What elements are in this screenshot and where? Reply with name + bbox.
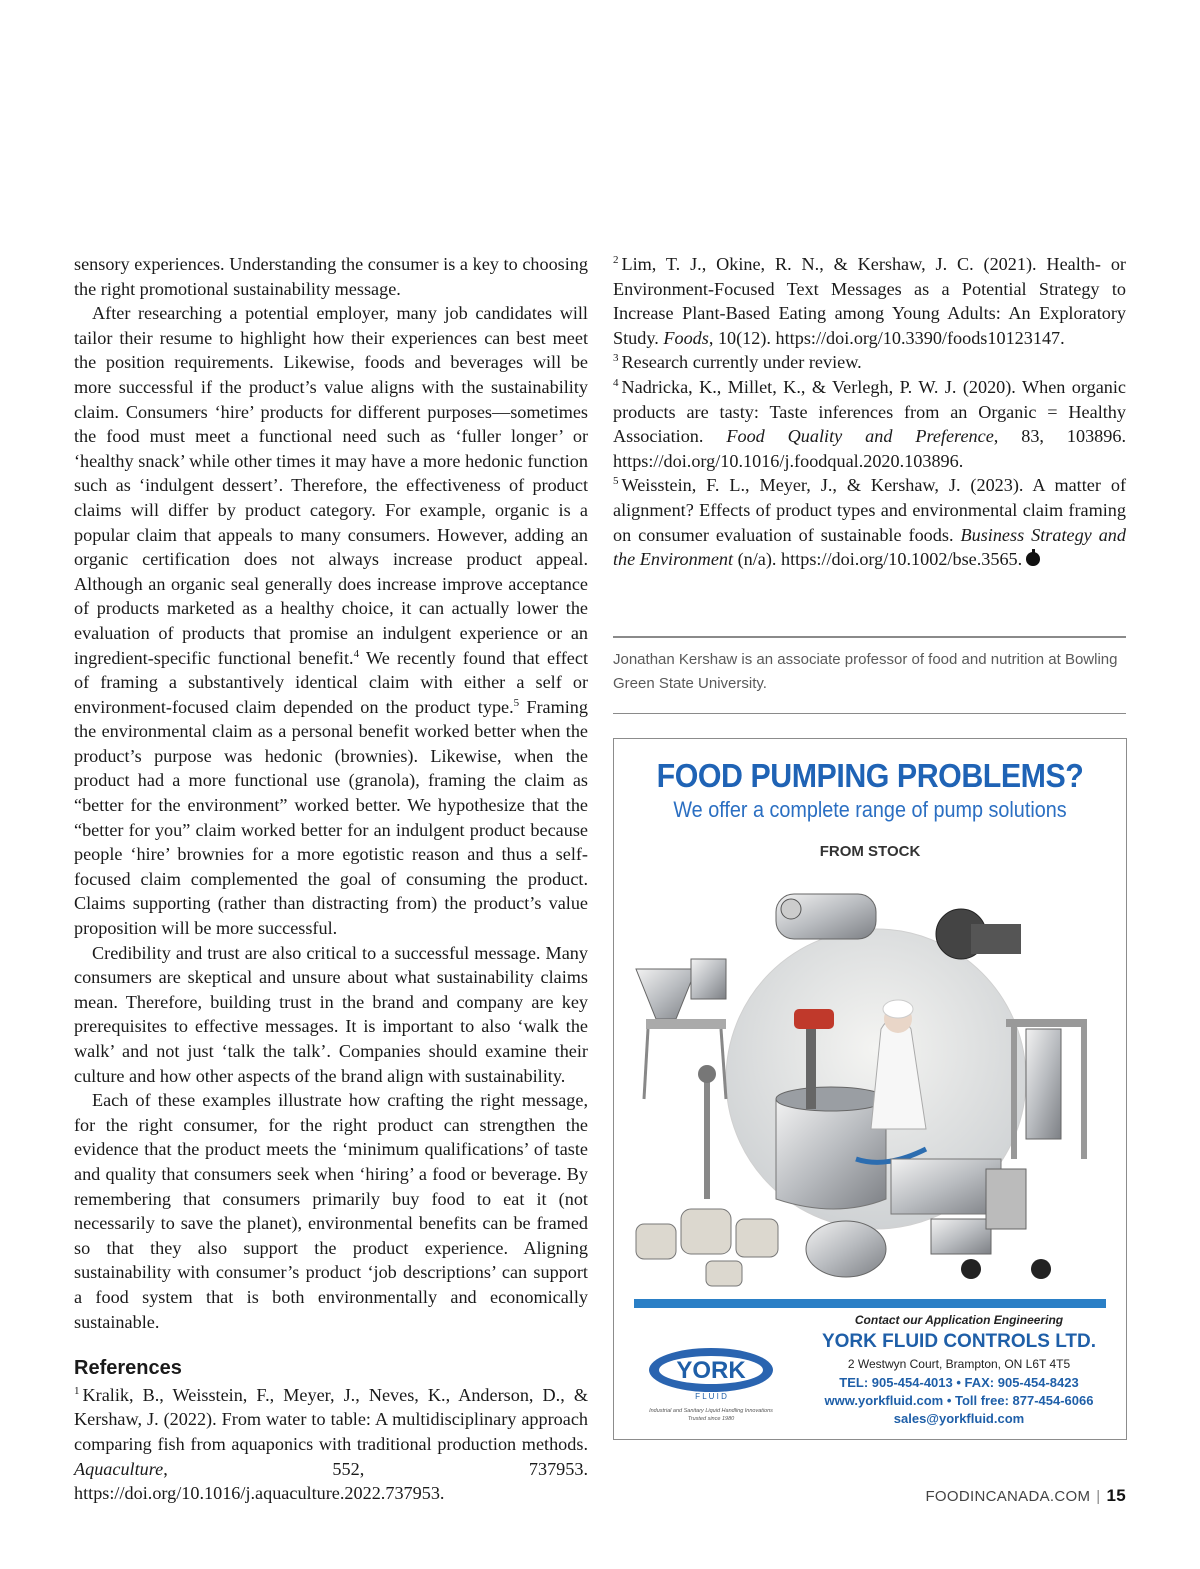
logo-tagline: Industrial and Sanitary Liquid Handling Innovations xyxy=(649,1408,773,1414)
reference-number: 4 xyxy=(613,376,619,389)
footnote-ref: 4 xyxy=(353,647,360,660)
reference-text: Lim, T. J., Okine, R. N., & Kershaw, J. C. (2021). Health- or Environment-Focused Text Messages as a Potential Strategy to Increase Plant-Based Eating among Young Adults: An Exploratory Study. xyxy=(613,254,1126,348)
apple-end-icon xyxy=(1026,552,1040,566)
ad-contact-heading: Contact our Application Engineering xyxy=(854,1313,1064,1327)
page-footer xyxy=(925,1486,1126,1506)
ad-company-name: YORK FLUID CONTROLS LTD. xyxy=(821,1331,1097,1352)
right-column xyxy=(613,252,1126,572)
reference-journal: Food Quality and Preference xyxy=(726,426,994,447)
reference-2 xyxy=(613,252,1126,350)
body-text: We recently found that effect of framing a substantively identical claim with either a self or environment-focused claim depended on the product type. xyxy=(74,647,589,717)
ad-phone-fax: TEL: 905-454-4013 • FAX: 905-454-8423 xyxy=(839,1375,1079,1390)
body-paragraph: Credibility and trust are also critical to a successful message. Many consumers are skeptical and unsure about what sustainability claims mean. Therefore, building trust in the brand and company are key prerequisites to effective messages. It is important to also ‘walk the walk’ and not just ‘talk the talk’. Companies should examine their culture and how other aspects of the brand align with sustainability. xyxy=(74,942,588,1086)
reference-tail: , 10(12). https://doi.org/10.3390/foods10123147. xyxy=(708,327,1065,348)
body-paragraph: sensory experiences. Understanding the consumer is a key to choosing the right promotional sustainability message. xyxy=(74,254,588,299)
body-text: After researching a potential employer, many job candidates will tailor their resume to highlight how their experiences can best meet the position requirements. Likewise, foods and beverages will be more successful if the product’s value aligns with the sustainability claim. Consumers ‘hire’ products for different purposes—sometimes the food must meet a functional need such as ‘fuller longer’ or ‘healthy snack’ while other times it may have a more hedonic function such as ‘indulgent dessert’. Therefore, the effectiveness of product claims will differ by product category. For example, organic is a popular claim that appeals to many consumers. However, adding an organic certification does not always increase product appeal. Although an organic seal generally does increase improve acceptance of products marketed as a healthy choice, it can actually lower the evaluation of products that promise an indulgent experience or an ingredient-specific functional benefit. xyxy=(74,303,588,668)
ad-address: 2 Westwyn Court, Brampton, ON L6T 4T5 xyxy=(847,1357,1071,1371)
body-paragraph: Each of these examples illustrate how crafting the right message, for the right consumer, for the right product can strengthen the evidence that the product meets the ‘minimum qualifications’ of taste and quality that consumers seek when ‘hiring’ a food or beverage. By remembering that consumers primarily buy food to eat it (not necessarily to save the planet), environmental benefits can be framed so that they also support the product experience. Aligning sustainability with consumer’s product ‘job descriptions’ can support a food system that is both environmentally and economically sustainable. xyxy=(74,1090,588,1332)
reference-journal: Foods xyxy=(663,327,709,348)
divider xyxy=(613,713,1126,714)
footer-separator: | xyxy=(1096,1488,1101,1505)
logo-since: Trusted since 1980 xyxy=(687,1416,735,1422)
ad-subhead: We offer a complete range of pump solutions xyxy=(673,797,1067,822)
footnote-ref: 5 xyxy=(513,696,520,709)
logo-sub: F L U I D xyxy=(695,1392,727,1401)
reference-4 xyxy=(613,375,1126,473)
reference-journal: Aquaculture xyxy=(74,1458,164,1479)
reference-number: 3 xyxy=(613,352,619,365)
reference-3 xyxy=(613,350,1126,375)
reference-text: Nadricka, K., Millet, K., & Verlegh, P. W. J. (2020). When organic products are tasty: Taste inferences from an Organic = Healthy Association. xyxy=(613,376,1126,447)
page-number: 15 xyxy=(1106,1486,1126,1505)
reference-tail: (n/a). https://doi.org/10.1002/bse.3565. xyxy=(733,549,1023,570)
reference-journal: Business Strategy and the Environment xyxy=(613,524,1126,570)
reference-number: 2 xyxy=(613,253,619,266)
reference-5 xyxy=(613,473,1126,571)
pump-products-image xyxy=(626,869,1114,1289)
ad-headline: FOOD PUMPING PROBLEMS? xyxy=(656,757,1084,794)
logo-word: YORK xyxy=(676,1357,746,1384)
reference-text: Kralik, B., Weisstein, F., Meyer, J., Neves, K., Anderson, D., & Kershaw, J. (2022). From water to table: A multidisciplinary approach comparing fish from aquaponics with traditional production methods. xyxy=(74,1384,588,1454)
reference-tail: , 83, 103896. https://doi.org/10.1016/j.foodqual.2020.103896. xyxy=(613,426,1127,471)
reference-text: Research currently under review. xyxy=(621,352,862,373)
advertisement[interactable] xyxy=(613,738,1127,1440)
ad-website-link[interactable]: www.yorkfluid.com • Toll free: 877-454-6066 xyxy=(824,1393,1094,1408)
ad-email-link[interactable]: sales@yorkfluid.com xyxy=(893,1411,1025,1426)
body-paragraph xyxy=(74,301,588,940)
reference-number: 1 xyxy=(74,1384,80,1397)
references-heading: References xyxy=(74,1357,182,1380)
reference-text: Weisstein, F. L., Meyer, J., & Kershaw, J. (2023). A matter of alignment? Effects of product types and environmental claim framing on consumer evaluation of sustainable foods. xyxy=(613,475,1126,545)
reference-1 xyxy=(74,1383,588,1506)
ad-stock-label: FROM STOCK xyxy=(819,843,921,860)
york-fluid-logo xyxy=(626,1337,796,1427)
author-bio: Jonathan Kershaw is an associate professor of food and nutrition at Bowling Green State University. xyxy=(613,651,1118,692)
divider xyxy=(613,636,1126,638)
footer-site: FOODINCANADA.COM xyxy=(925,1488,1091,1505)
reference-number: 5 xyxy=(613,475,619,488)
body-text: Framing the environmental claim as a personal benefit worked better when the product’s purpose was hedonic (brownies). Likewise, when the product had a more functional use (granola), framing the claim as “better for the environment” worked better. We hypothesize that the “better for you” claim worked better for an indulgent product because people ‘hire’ brownies for a more egotistic reason and thus a self-focused claim complemented the goal of consuming the product. Claims supporting (rather than distracting from) the product’s value proposition will be more successful. xyxy=(74,696,588,939)
ad-accent-bar xyxy=(634,1299,1106,1308)
reference-tail: , 552, 737953. https://doi.org/10.1016/j.aquaculture.2022.737953. xyxy=(74,1458,588,1504)
left-column xyxy=(74,252,588,1506)
